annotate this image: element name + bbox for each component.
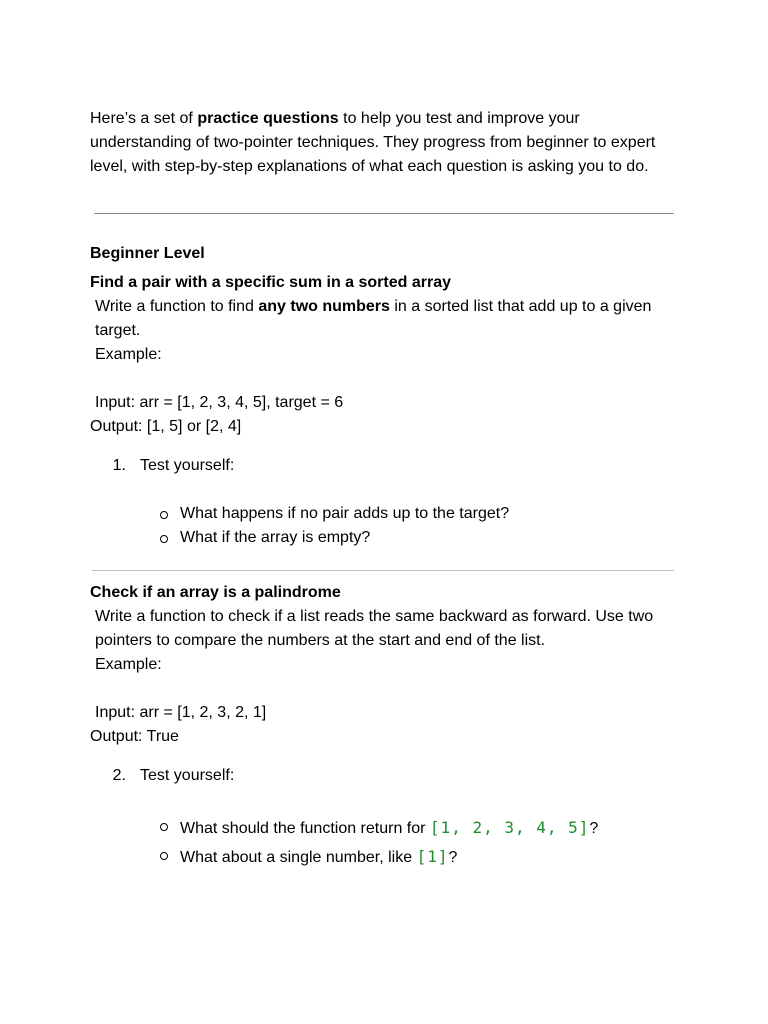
- intro-paragraph: Here’s a set of practice questions to help you test and improve your understanding of two-pointer techniques. They progress from beginner to expert level, with step-by-step explanations of what each question is asking you to do.: [90, 110, 656, 175]
- test-label: Test yourself:: [140, 767, 235, 784]
- question-2-title: Check if an array is a palindrome: [90, 584, 341, 601]
- question-1-description: Write a function to find any two numbers in a sorted list that add up to a given target.: [95, 298, 652, 339]
- horizontal-rule: [94, 213, 674, 214]
- question-2-output: Output: True: [90, 728, 179, 745]
- intro-bold: practice questions: [197, 110, 339, 127]
- question-1-example-label: Example:: [95, 346, 162, 363]
- question-2-description: Write a function to check if a list reads the same backward as forward. Use two pointers to compare the numbers at the start and end of the list.: [95, 608, 654, 649]
- list-item: What happens if no pair adds up to the target?: [160, 502, 680, 526]
- document-content: [90, 107, 680, 872]
- test-label: Test yourself:: [140, 457, 235, 474]
- question-1-output: Output: [1, 5] or [2, 4]: [90, 418, 242, 435]
- level-heading: Beginner Level: [90, 245, 205, 262]
- q1-desc-bold: any two numbers: [258, 298, 390, 315]
- horizontal-rule: [92, 570, 674, 571]
- question-1-title: Find a pair with a specific sum in a sorted array: [90, 274, 451, 291]
- question-1-test-item: [90, 454, 680, 478]
- list-number: 1.: [112, 457, 126, 474]
- question-2-test-item: [90, 764, 680, 788]
- question-2-bullets: [90, 814, 680, 872]
- list-item: What about a single number, like [1]?: [160, 843, 680, 872]
- list-item: What should the function return for [1, 2, 3, 4, 5]?: [160, 814, 680, 843]
- list-item: What if the array is empty?: [160, 526, 680, 550]
- inline-code: [1]: [416, 847, 449, 866]
- list-number: 2.: [112, 767, 126, 784]
- question-2-example-label: Example:: [95, 656, 162, 673]
- inline-code: [1, 2, 3, 4, 5]: [429, 818, 590, 837]
- question-2-input: Input: arr = [1, 2, 3, 2, 1]: [95, 704, 267, 721]
- question-1-bullets: [90, 502, 680, 550]
- question-1-input: Input: arr = [1, 2, 3, 4, 5], target = 6: [95, 394, 344, 411]
